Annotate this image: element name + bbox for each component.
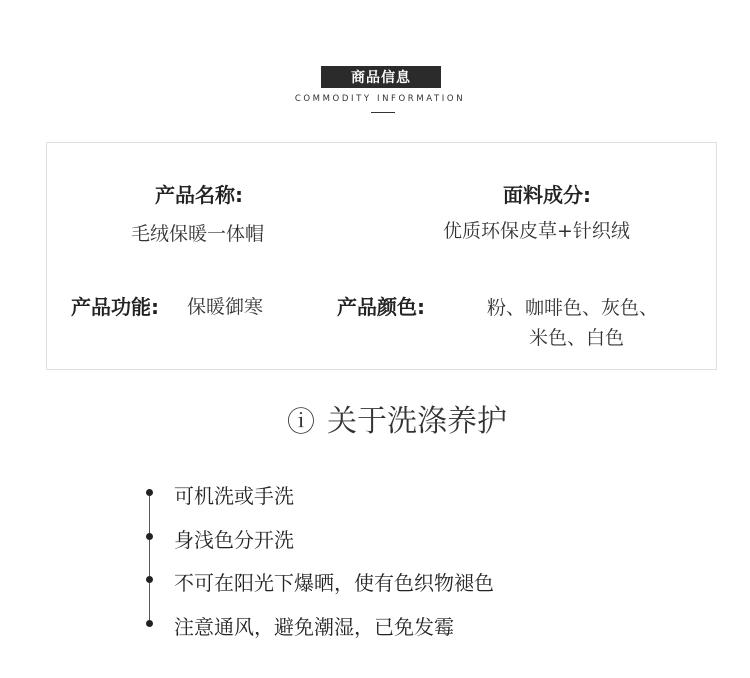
bullet-dot — [146, 620, 153, 627]
color-value-line2: 米色、白色 — [529, 327, 625, 349]
care-item: 身浅色分开洗 — [174, 528, 294, 552]
care-item: 注意通风，避免潮湿，已免发霉 — [174, 615, 454, 639]
care-item: 不可在阳光下爆晒，使有色织物褪色 — [174, 571, 494, 595]
section-title-badge: 商品信息 — [321, 66, 441, 88]
header-divider — [371, 112, 395, 113]
material-value: 优质环保皮草+针织绒 — [443, 220, 630, 242]
section-subtitle: COMMODITY INFORMATION — [294, 94, 466, 104]
color-value-line1: 粉、咖啡色、灰色、 — [487, 297, 659, 319]
product-name-value: 毛绒保暖一体帽 — [131, 223, 265, 245]
function-label: 产品功能: — [71, 295, 159, 319]
care-item: 可机洗或手洗 — [174, 484, 294, 508]
care-section-title — [0, 396, 750, 440]
color-label: 产品颜色: — [337, 295, 425, 319]
product-info-box — [46, 142, 717, 370]
care-title-text: 关于洗涤养护 — [327, 404, 507, 439]
bullet-dot — [146, 533, 153, 540]
function-value: 保暖御寒 — [187, 296, 264, 318]
product-name-label: 产品名称: — [155, 183, 243, 207]
bullet-dot — [146, 576, 153, 583]
bullet-dot — [146, 489, 153, 496]
care-timeline-line — [149, 492, 150, 624]
info-circle-icon: ⓘ — [286, 405, 315, 438]
material-label: 面料成分: — [503, 183, 591, 207]
